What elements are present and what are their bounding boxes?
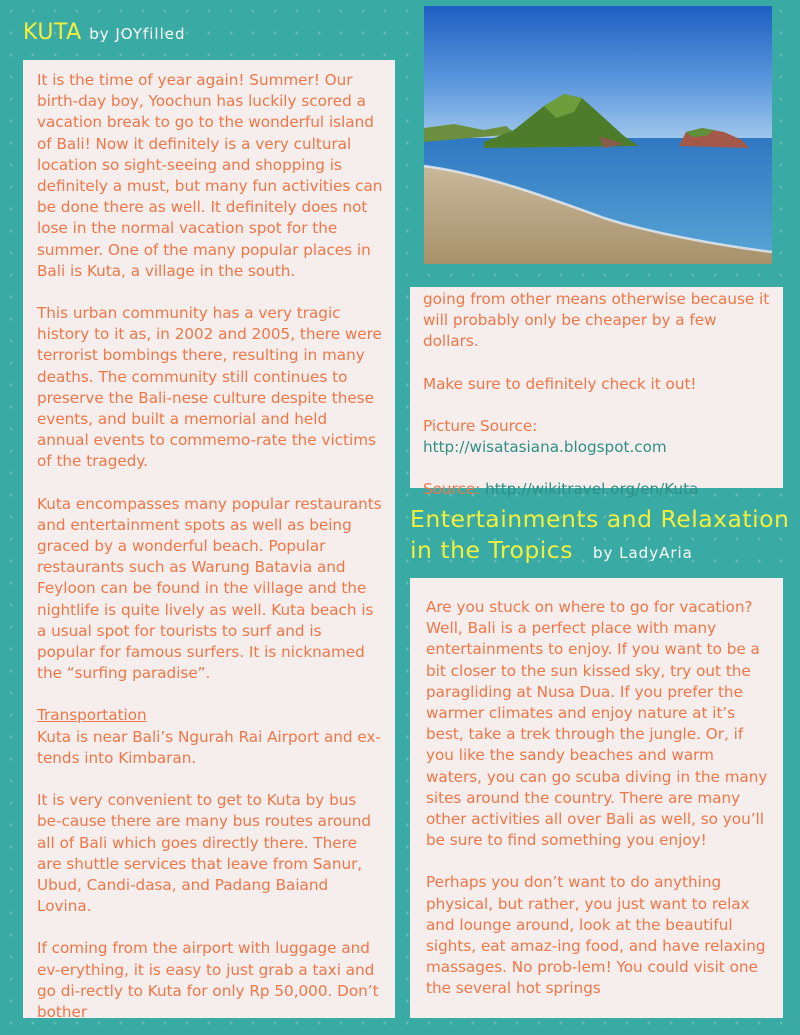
kuta-continued-text: going from other means otherwise because it will probably only be cheaper by a few dollars. [423,290,770,351]
entertainment-byline: by LadyAria [592,544,693,562]
kuta-paragraph-4: It is very convenient to get to Kuta by bus be-cause there are many bus routes around all of Bali which goes directly there. There are shuttle services that leave from Sanur, Ubud, Candi-dasa, and Padang Baiand Lovina. [37,791,372,916]
transportation-text: Kuta is near Bali’s Ngurah Rai Airport and ex-tends into Kimbaran. [37,727,381,767]
kuta-article-continued [410,287,783,499]
kuta-check-out: Make sure to definitely check it out! [423,374,697,393]
transportation-section [37,705,383,769]
kuta-article-title [23,20,186,45]
source-label: Source: [423,480,481,499]
entertainment-article-body [410,578,783,1018]
kuta-paragraph-5: If coming from the airport with luggage and ev-erything, it is easy to just grab a taxi and go di-rectly to Kuta for only Rp 50,000. Don’t bother [37,939,379,1021]
entertainment-title-line2: in the Tropics [410,536,573,564]
beach-island-photo [424,6,772,264]
entertainment-paragraph-1: Are you stuck on where to go for vacation? Well, Bali is a perfect place with many entertainments to enjoy. If you want to be a bit closer to the sun kissed sky, try out the paragliding at Nusa Dua. If you prefer the warmer climates and enjoy nature at it’s best, take a trek through the jungle. Or, if you like the sandy beaches and warm waters, you can go scuba diving in the many sites around the country. There are many other activities all over Bali as well, so you’ll be sure to find something you enjoy! [426,598,768,850]
picture-source-link[interactable]: http://wisatasiana.blogspot.com [423,438,667,457]
kuta-paragraph-3: Kuta encompasses many popular restaurants and entertainment spots as well as being graced by a wonderful beach. Popular restaurants such as Warung Batavia and Feyloon can be found in the village and the nightlife is quite lively as well. Kuta beach is a usual spot for tourists to surf and is popular for famous surfers. It is nicknamed the “surfing paradise”. [37,494,382,683]
article-source [423,479,773,500]
transportation-heading: Transportation [37,706,147,725]
picture-source [423,416,773,458]
entertainment-title-line1: Entertainments and Relaxation [410,505,790,533]
kuta-byline: by JOYfilled [89,25,186,43]
picture-source-label: Picture Source: [423,416,538,435]
entertainment-article-title [410,504,789,569]
kuta-paragraph-2: This urban community has a very tragic history to it as, in 2002 and 2005, there were terrorist bombings there, resulting in many deaths. The community still continues to preserve the Bali-nese culture despite these events, and built a memorial and held annual events to commemo-rate the victims of the tragedy. [37,304,382,471]
kuta-title-text: KUTA [23,20,82,45]
kuta-paragraph-1: It is the time of year again! Summer! Our birth-day boy, Yoochun has luckily scored a vacation break to go to the wonderful island of Bali! Now it definitely is a very cultural location so sight-seeing and shopping is definitely a must, but many fun activities can be done there as well. It definitely does not lose in the normal vacation spot for the summer. One of the many popular places in Bali is Kuta, a village in the south. [37,71,383,280]
source-link[interactable]: http://wikitravel.org/en/Kuta [485,480,699,499]
kuta-article-body [23,60,395,1021]
entertainment-paragraph-2: Perhaps you don’t want to do anything physical, but rather, you just want to relax and lounge around, look at the beautiful sights, eat amaz-ing food, and have relaxing massages. No prob-lem! You could visit one the several hot springs [426,873,766,998]
